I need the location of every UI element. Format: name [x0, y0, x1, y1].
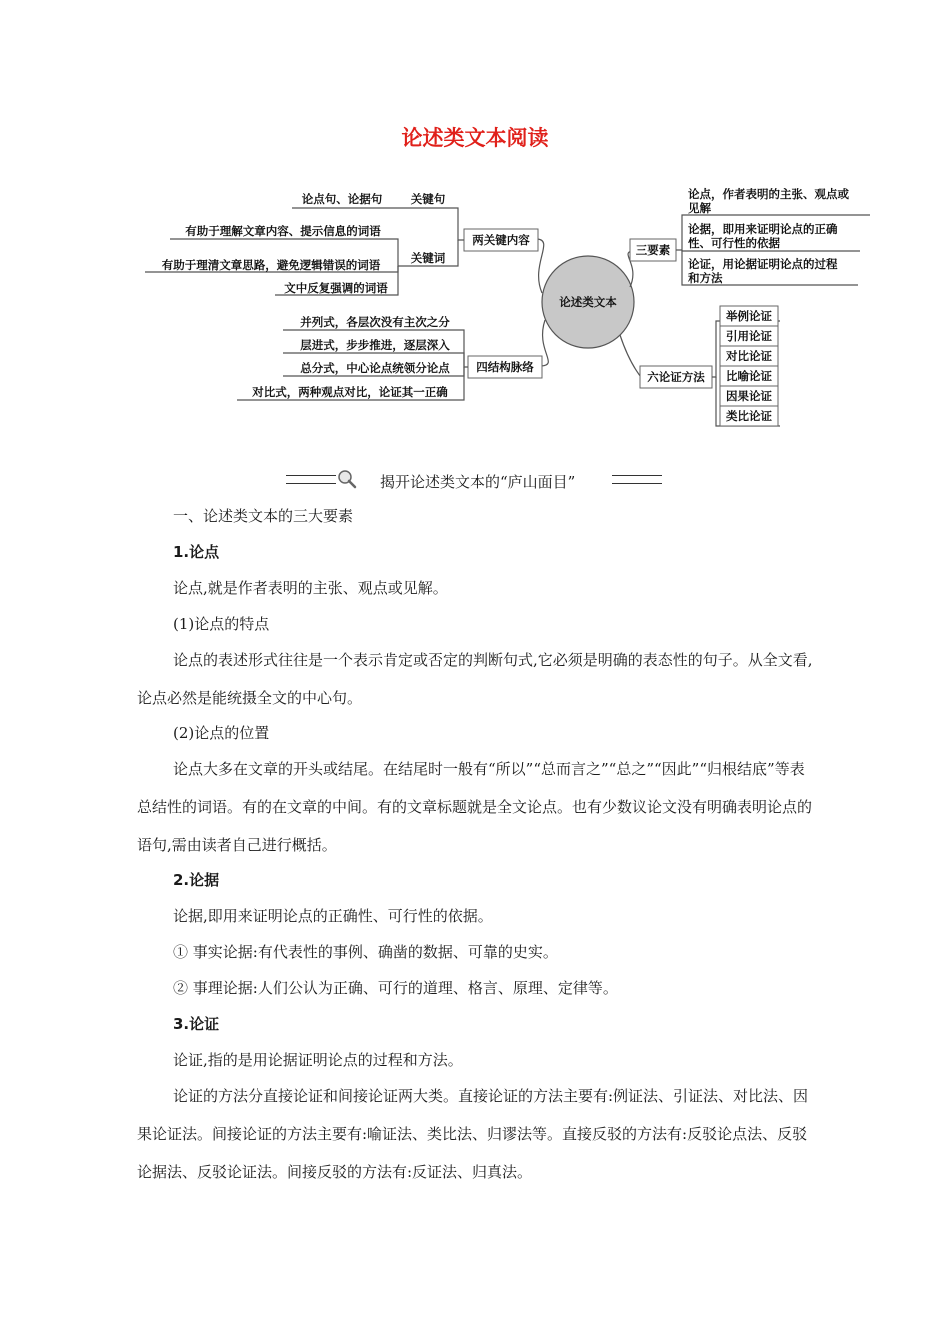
heading-argument: 1.论点: [173, 543, 220, 561]
keyword-item-1: 有助于理解文章内容、提示信息的词语: [185, 224, 381, 238]
structure-item-2: 层进式，步步推进，逐层深入: [300, 338, 450, 352]
magnifier-icon: [336, 469, 358, 489]
keyword-item-3: 文中反复强调的词语: [284, 281, 388, 295]
method-item-6: 类比论证: [726, 409, 772, 423]
element-item-3a: 论证，用论据证明论点的过程: [688, 257, 838, 271]
paragraph: 论点的表述形式往往是一个表示肯定或否定的判断句式,它必须是明确的表态性的句子。从全文看,论点必然是能统摄全文的中心句。: [137, 651, 813, 707]
node-two-key-contents-label: 两关键内容: [472, 233, 530, 247]
banner-rule-right: [612, 475, 662, 484]
article-body: [137, 500, 817, 1191]
subheading: (1)论点的特点: [173, 615, 270, 633]
method-item-4: 比喻论证: [726, 369, 772, 383]
subheading: (2)论点的位置: [173, 724, 270, 742]
method-list: [720, 306, 778, 426]
heading-demonstration: 3.论证: [173, 1015, 220, 1033]
method-item-3: 对比论证: [726, 349, 772, 363]
keyword-item-2: 有助于理清文章思路，避免逻辑错误的词语: [161, 258, 381, 272]
element-item-2b: 性、可行性的依据: [688, 236, 780, 250]
paragraph: 论证,指的是用论据证明论点的过程和方法。: [173, 1051, 463, 1069]
paragraph: 论据,即用来证明论点的正确性、可行性的依据。: [173, 907, 493, 925]
structure-item-1: 并列式，各层次没有主次之分: [300, 315, 450, 329]
node-keyword-label: 关键词: [410, 251, 446, 265]
paragraph: 论证的方法分直接论证和间接论证两大类。直接论证的方法主要有:例证法、引证法、对比法、因果论证法。间接论证的方法主要有:喻证法、类比法、归谬法等。直接反驳的方法有:反驳论点法、反驳论据法、反驳论证法。间接反驳的方法有:反证法、归真法。: [137, 1087, 809, 1181]
element-item-1a: 论点，作者表明的主张、观点或: [688, 187, 849, 201]
banner-rule-left: [286, 475, 336, 484]
paragraph: 论点大多在文章的开头或结尾。在结尾时一般有“所以”“总而言之”“总之”“因此”“归根结底”等表总结性的词语。有的在文章的中间。有的文章标题就是全文论点。也有少数议论文没有明确表明论点的语句,需由读者自己进行概括。: [137, 760, 813, 854]
structure-item-4: 对比式，两种观点对比，论证其一正确: [252, 385, 448, 399]
element-item-3b: 和方法: [688, 271, 723, 285]
element-item-2a: 论据，即用来证明论点的正确: [688, 222, 838, 236]
key-sentence-item: 论点句、论据句: [301, 192, 383, 206]
page-title: 论述类文本阅读: [401, 126, 549, 150]
node-six-methods-label: 六论证方法: [647, 370, 705, 384]
section-banner: [0, 469, 950, 493]
mind-map-center-label: 论述类文本: [559, 295, 617, 309]
method-item-5: 因果论证: [726, 389, 772, 403]
heading-evidence: 2.论据: [173, 871, 220, 889]
banner-text: 揭开论述类文本的“庐山面目”: [380, 473, 576, 491]
node-key-sentence-label: 关键句: [410, 192, 446, 206]
node-three-elements-label: 三要素: [635, 243, 671, 257]
paragraph: ② 事理论据:人们公认为正确、可行的道理、格言、原理、定律等。: [173, 979, 618, 997]
mind-map: [0, 175, 950, 440]
paragraph: ① 事实论据:有代表性的事例、确凿的数据、可靠的史实。: [173, 943, 558, 961]
section-heading: 一、论述类文本的三大要素: [173, 507, 354, 525]
method-item-2: 引用论证: [726, 329, 772, 343]
node-four-structures-label: 四结构脉络: [476, 360, 534, 374]
paragraph: 论点,就是作者表明的主张、观点或见解。: [173, 579, 448, 597]
method-item-1: 举例论证: [726, 309, 772, 323]
element-item-1b: 见解: [688, 201, 711, 215]
structure-item-3: 总分式，中心论点统领分论点: [300, 361, 450, 375]
